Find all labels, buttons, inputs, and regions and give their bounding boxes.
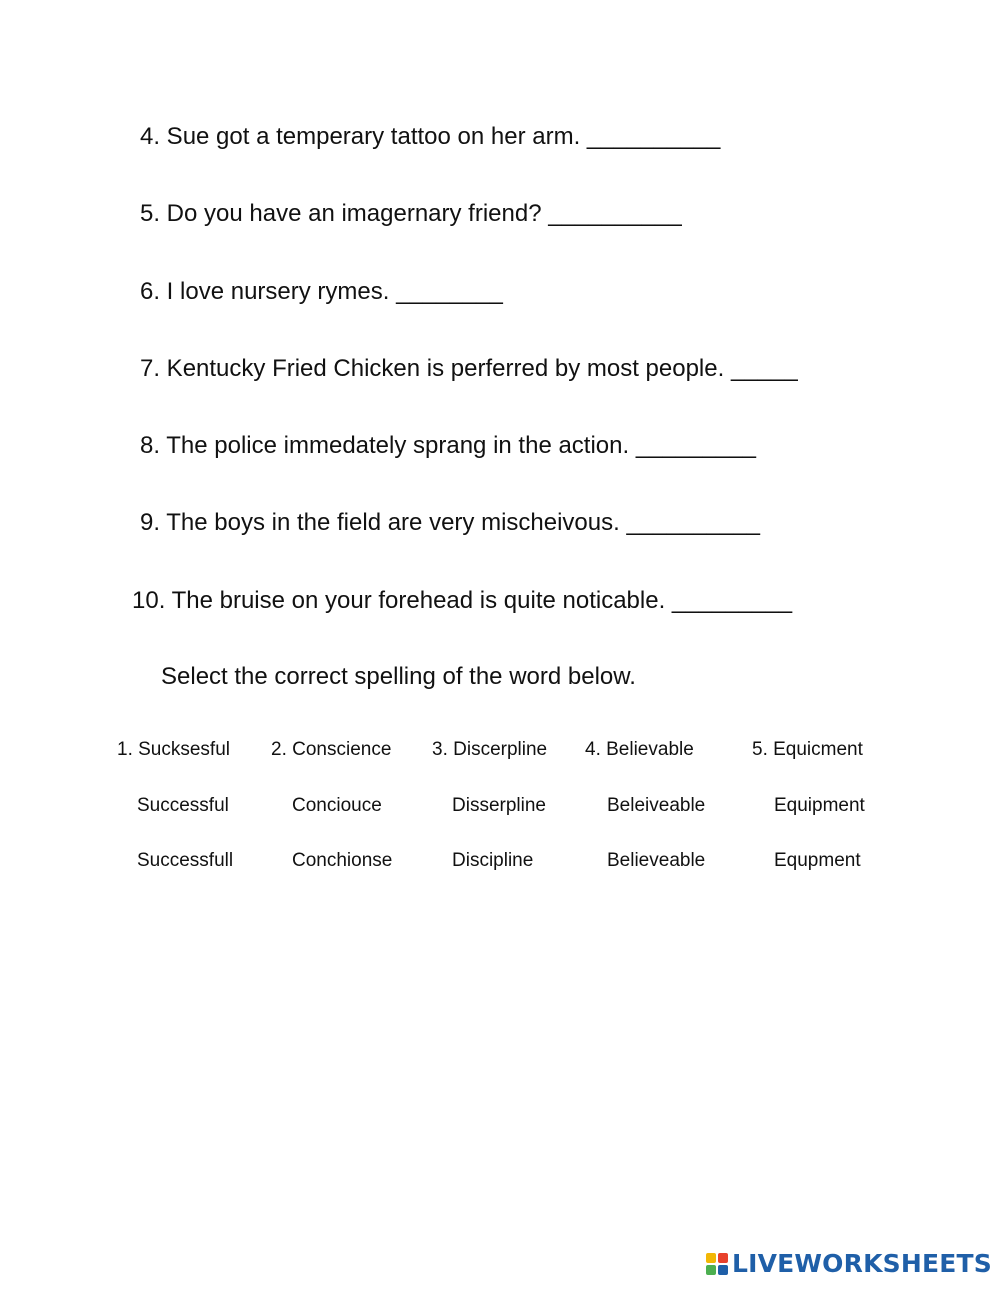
liveworksheets-logo [706,1249,992,1279]
word-header-5: 5. Equicment [752,739,863,760]
sentence-10: 10. The bruise on your forehead is quite noticable. _________ [132,587,793,614]
word-header-3: 3. Discerpline [432,739,548,760]
sentence-4: 4. Sue got a temperary tattoo on her arm. __________ [140,123,721,150]
logo-block-green [706,1265,716,1275]
word-option[interactable]: Believeable [607,850,706,871]
logo-text: LIVEWORKSHEETS [731,1249,992,1278]
word-option[interactable]: Conchionse [292,850,393,871]
instruction-text: Select the correct spelling of the word below. [161,663,636,690]
logo-block-yellow [706,1253,716,1263]
word-option[interactable]: Conciouce [292,795,382,816]
sentence-9: 9. The boys in the field are very mischeivous. __________ [140,509,760,536]
word-header-1: 1. Sucksesful [117,739,230,760]
word-option[interactable]: Equpment [774,850,861,871]
sentence-5: 5. Do you have an imagernary friend? __________ [140,200,682,227]
sentence-7: 7. Kentucky Fried Chicken is perferred by most people. _____ [140,355,798,382]
sentence-8: 8. The police immedately sprang in the action. _________ [140,432,756,459]
logo-block-blue [718,1265,728,1275]
word-option[interactable]: Beleiveable [607,795,706,816]
logo-blocks-icon [706,1253,728,1275]
logo-block-red [718,1253,728,1263]
word-header-2: 2. Conscience [271,739,392,760]
sentence-6: 6. I love nursery rymes. ________ [140,278,503,305]
word-option[interactable]: Equipment [774,795,865,816]
word-header-4: 4. Believable [585,739,694,760]
word-option[interactable]: Successfull [137,850,234,871]
word-option[interactable]: Successful [137,795,229,816]
word-option[interactable]: Discipline [452,850,534,871]
word-option[interactable]: Disserpline [452,795,546,816]
